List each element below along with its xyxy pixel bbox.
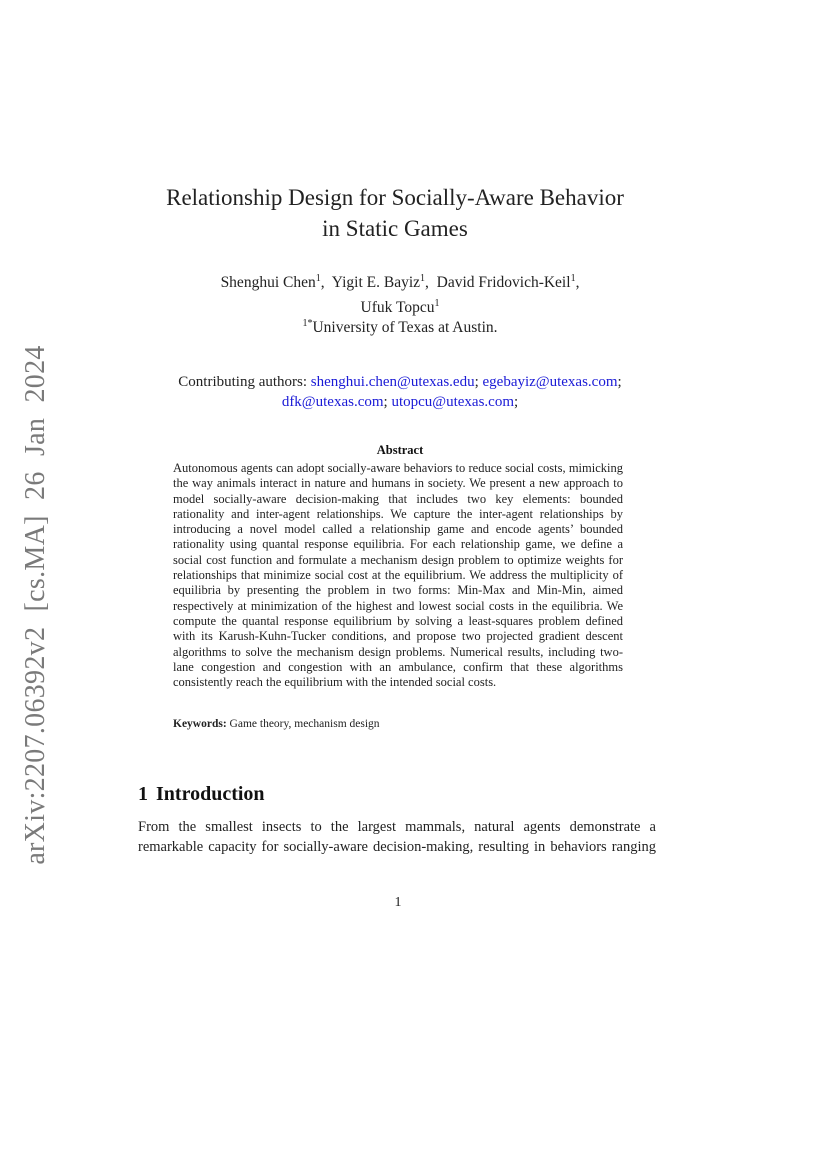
keywords — [173, 718, 623, 730]
keywords-label: Keywords: — [173, 718, 227, 730]
section-heading — [138, 783, 265, 806]
author-line-2 — [110, 293, 690, 318]
contrib-label: Contributing authors: — [178, 374, 311, 390]
affiliation — [110, 318, 690, 337]
section-number: 1 — [138, 783, 148, 805]
section-title: Introduction — [156, 783, 265, 805]
abstract-heading: Abstract — [376, 443, 424, 457]
author-affil-sup: 1 — [420, 273, 426, 284]
abstract-text: Autonomous agents can adopt socially-aware behaviors to reduce social costs, mimicking the way animals interact in nature and humans in society. We present a new approach to model socially-aware decision-making that includes two key elements: bounded rationality and inter-agent relationships. We capture the inter-agent relationships by introducing a novel model called a relationship game and encode agents’ bounded rationality using quantal response equilibria. For each relationship game, we define a social cost function and formulate a mechanism design problem to optimize weights for relationships that minimize social cost at the equilibrium. We address the multiplicity of equilibria by presenting the problem in two forms: Min-Max and Min-Min, aimed respectively at minimization of the highest and lowest social costs in the equilibria. We compute the quantal response equilibrium by solving a least-squares problem defined with its Karush-Kuhn-Tucker conditions, and propose two projected gradient descent algorithms to solve the mechanism design problems. Numerical results, including two-lane congestion and congestion with an ambulance, confirm that these algorithms consistently reach the equilibrium with the intended social costs. — [173, 461, 623, 690]
author-affil-sup: 1 — [570, 273, 576, 284]
arxiv-stamp — [6, 345, 66, 865]
contrib-line-2: dfk@utexas.com; utopcu@utexas.com; — [281, 394, 519, 410]
affiliation-text: University of Texas at Austin. — [312, 319, 498, 336]
keywords-text: Game theory, mechanism design — [229, 718, 380, 730]
author-affil-sup: 1 — [434, 298, 440, 309]
author-affil-sup: 1 — [315, 273, 321, 284]
author-name: Shenghui Chen — [220, 274, 316, 291]
author-list — [110, 268, 690, 318]
email-link[interactable]: utopcu@utexas.com — [391, 394, 514, 410]
email-link[interactable]: egebayiz@utexas.com — [482, 374, 618, 390]
author-name: Ufuk Topcu — [360, 299, 435, 316]
email-link[interactable]: shenghui.chen@utexas.edu — [310, 374, 475, 390]
author-name: Yigit E. Bayiz — [331, 274, 421, 291]
affiliation-sup: 1* — [302, 318, 313, 329]
email-link[interactable]: dfk@utexas.com — [281, 394, 384, 410]
title-line-1: Relationship Design for Socially-Aware Behavior — [166, 185, 624, 210]
page-number: 1 — [394, 895, 402, 910]
contrib-line-1: Contributing authors: shenghui.chen@utexas.edu; egebayiz@utexas.com; — [178, 374, 622, 390]
paper-title — [110, 182, 680, 244]
intro-paragraph: From the smallest insects to the largest mammals, natural agents demonstrate a remarkable capacity for socially-aware decision-making, resulting in behaviors ranging — [138, 819, 656, 855]
arxiv-id: arXiv:2207.06392v2 [cs.MA] 26 Jan 2024 — [20, 345, 51, 865]
title-line-2: in Static Games — [322, 216, 468, 241]
author-line-1: Shenghui Chen$^1$, Yigit E. Bayiz$^1$, David Fridovich-Keil$^1$, — [220, 273, 580, 291]
author-name: David Fridovich-Keil — [436, 274, 571, 291]
contributing-authors — [110, 372, 690, 412]
